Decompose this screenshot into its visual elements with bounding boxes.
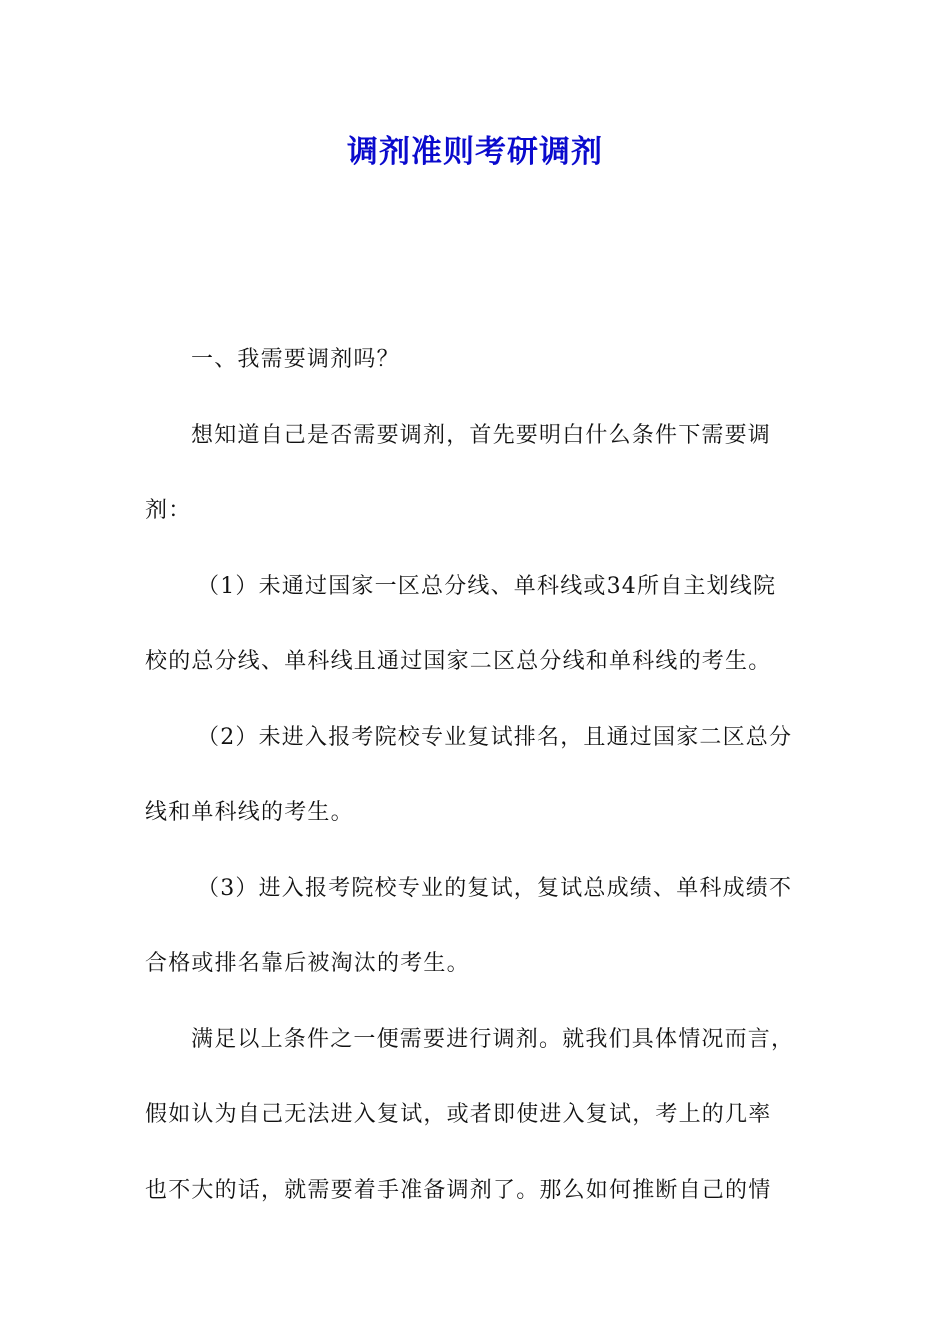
paragraph-line: 假如认为自己无法进入复试，或者即使进入复试，考上的几率 <box>145 1102 772 1127</box>
paragraph-line: （2）未进入报考院校专业复试排名，且通过国家二区总分 <box>197 724 793 750</box>
paragraph-line: （1）未通过国家一区总分线、单科线或34所自主划线院 <box>197 573 777 599</box>
paragraph-line: （3）进入报考院校专业的复试，复试总成绩、单科成绩不 <box>197 875 793 901</box>
section-heading: 一、我需要调剂吗？ <box>191 347 400 372</box>
paragraph-line: 合格或排名靠后被淘汰的考生。 <box>145 951 470 976</box>
document-title: 调剂准则考研调剂 <box>347 134 603 170</box>
document-body <box>145 340 817 1246</box>
paragraph-line: 线和单科线的考生。 <box>145 800 354 825</box>
paragraph-line: 剂： <box>145 498 192 523</box>
paragraph-line: 想知道自己是否需要调剂，首先要明白什么条件下需要调 <box>191 422 772 448</box>
paragraph-line: 校的总分线、单科线且通过国家二区总分线和单科线的考生。 <box>145 649 772 674</box>
paragraph-line: 满足以上条件之一便需要进行调剂。就我们具体情况而言， <box>191 1026 795 1052</box>
paragraph-line: 也不大的话，就需要着手准备调剂了。那么如何推断自己的情 <box>145 1177 772 1203</box>
